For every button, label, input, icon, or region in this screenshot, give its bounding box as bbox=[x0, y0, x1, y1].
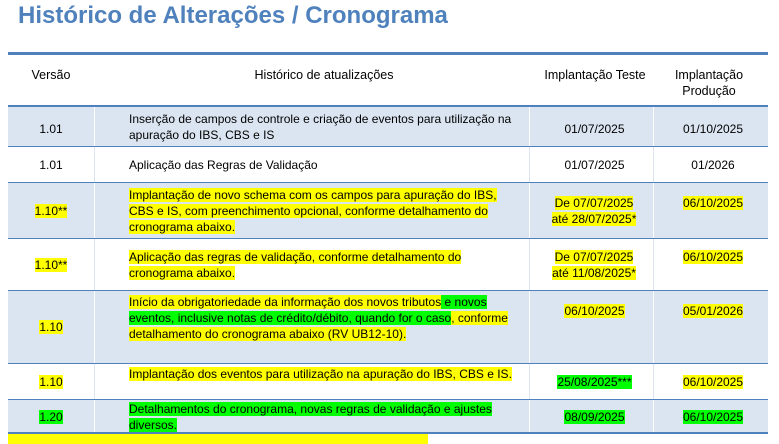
test-date-cell: 08/09/2025 bbox=[564, 410, 625, 424]
header-version: Versão bbox=[31, 68, 71, 82]
history-cell: Implantação dos eventos para utilização na apuração do IBS, CBS e IS. bbox=[129, 367, 512, 381]
production-date-cell: 06/10/2025 bbox=[682, 375, 744, 389]
production-date-cell: 05/01/2026 bbox=[682, 304, 744, 318]
version-cell: 1.20 bbox=[39, 410, 63, 424]
production-date-cell: 06/10/2025 bbox=[682, 250, 744, 264]
test-date-cell: 01/07/2025 bbox=[564, 158, 625, 172]
header-test: Implantação Teste bbox=[544, 68, 646, 82]
table-top-border bbox=[8, 52, 768, 55]
version-cell: 1.01 bbox=[39, 122, 63, 136]
production-date-cell: 01/2026 bbox=[691, 158, 735, 172]
version-cell: 1.01 bbox=[39, 158, 63, 172]
production-date-cell: 01/10/2025 bbox=[682, 122, 744, 136]
version-cell: 1.10** bbox=[34, 204, 68, 218]
header-history: Histórico de atualizações bbox=[254, 68, 394, 82]
header-production: Implantação Produção bbox=[674, 68, 744, 98]
test-date-cell: 01/07/2025 bbox=[564, 122, 625, 136]
table-row bbox=[8, 239, 768, 291]
production-date-cell: 06/10/2025 bbox=[682, 410, 744, 424]
test-date-cell: De 07/07/2025 até 28/07/2025* bbox=[551, 196, 637, 226]
table-row bbox=[8, 400, 768, 432]
version-cell: 1.10 bbox=[39, 375, 63, 389]
table-row bbox=[8, 147, 768, 183]
production-date-cell: 06/10/2025 bbox=[682, 196, 744, 210]
history-cell: Detalhamentos do cronograma, novas regras de validação e ajustes diversos. bbox=[129, 402, 492, 432]
page-title: Histórico de Alterações / Cronograma bbox=[18, 2, 448, 29]
history-cell: Aplicação das Regras de Validação bbox=[129, 158, 318, 172]
table-row bbox=[8, 291, 768, 364]
version-cell: 1.10 bbox=[39, 320, 63, 334]
history-cell: Implantação de novo schema com os campos para apuração do IBS, CBS e IS, com preenchimento opcional, conforme detalhamento do cronograma abaixo. bbox=[129, 188, 497, 234]
table-row bbox=[8, 183, 768, 239]
table-row bbox=[8, 364, 768, 400]
table-row bbox=[8, 107, 768, 147]
version-cell: 1.10** bbox=[34, 258, 68, 272]
history-cell: Início da obrigatoriedade da informação dos novos tributos e novos eventos, inclusive notas de crédito/débito, quando for o caso, conforme detalhamento do cronograma abaixo (RV UB12-10). bbox=[129, 295, 508, 341]
test-date-cell: 06/10/2025 bbox=[564, 304, 625, 318]
footnote-highlight bbox=[8, 434, 428, 444]
test-date-cell: De 07/07/2025 até 11/08/2025* bbox=[552, 250, 636, 280]
history-cell: Inserção de campos de controle e criação de eventos para utilização na apuração do IBS, CBS e IS bbox=[129, 112, 512, 142]
test-date-cell: 25/08/2025*** bbox=[557, 375, 632, 389]
history-cell: Aplicação das regras de validação, conforme detalhamento do cronograma abaixo. bbox=[129, 250, 462, 280]
